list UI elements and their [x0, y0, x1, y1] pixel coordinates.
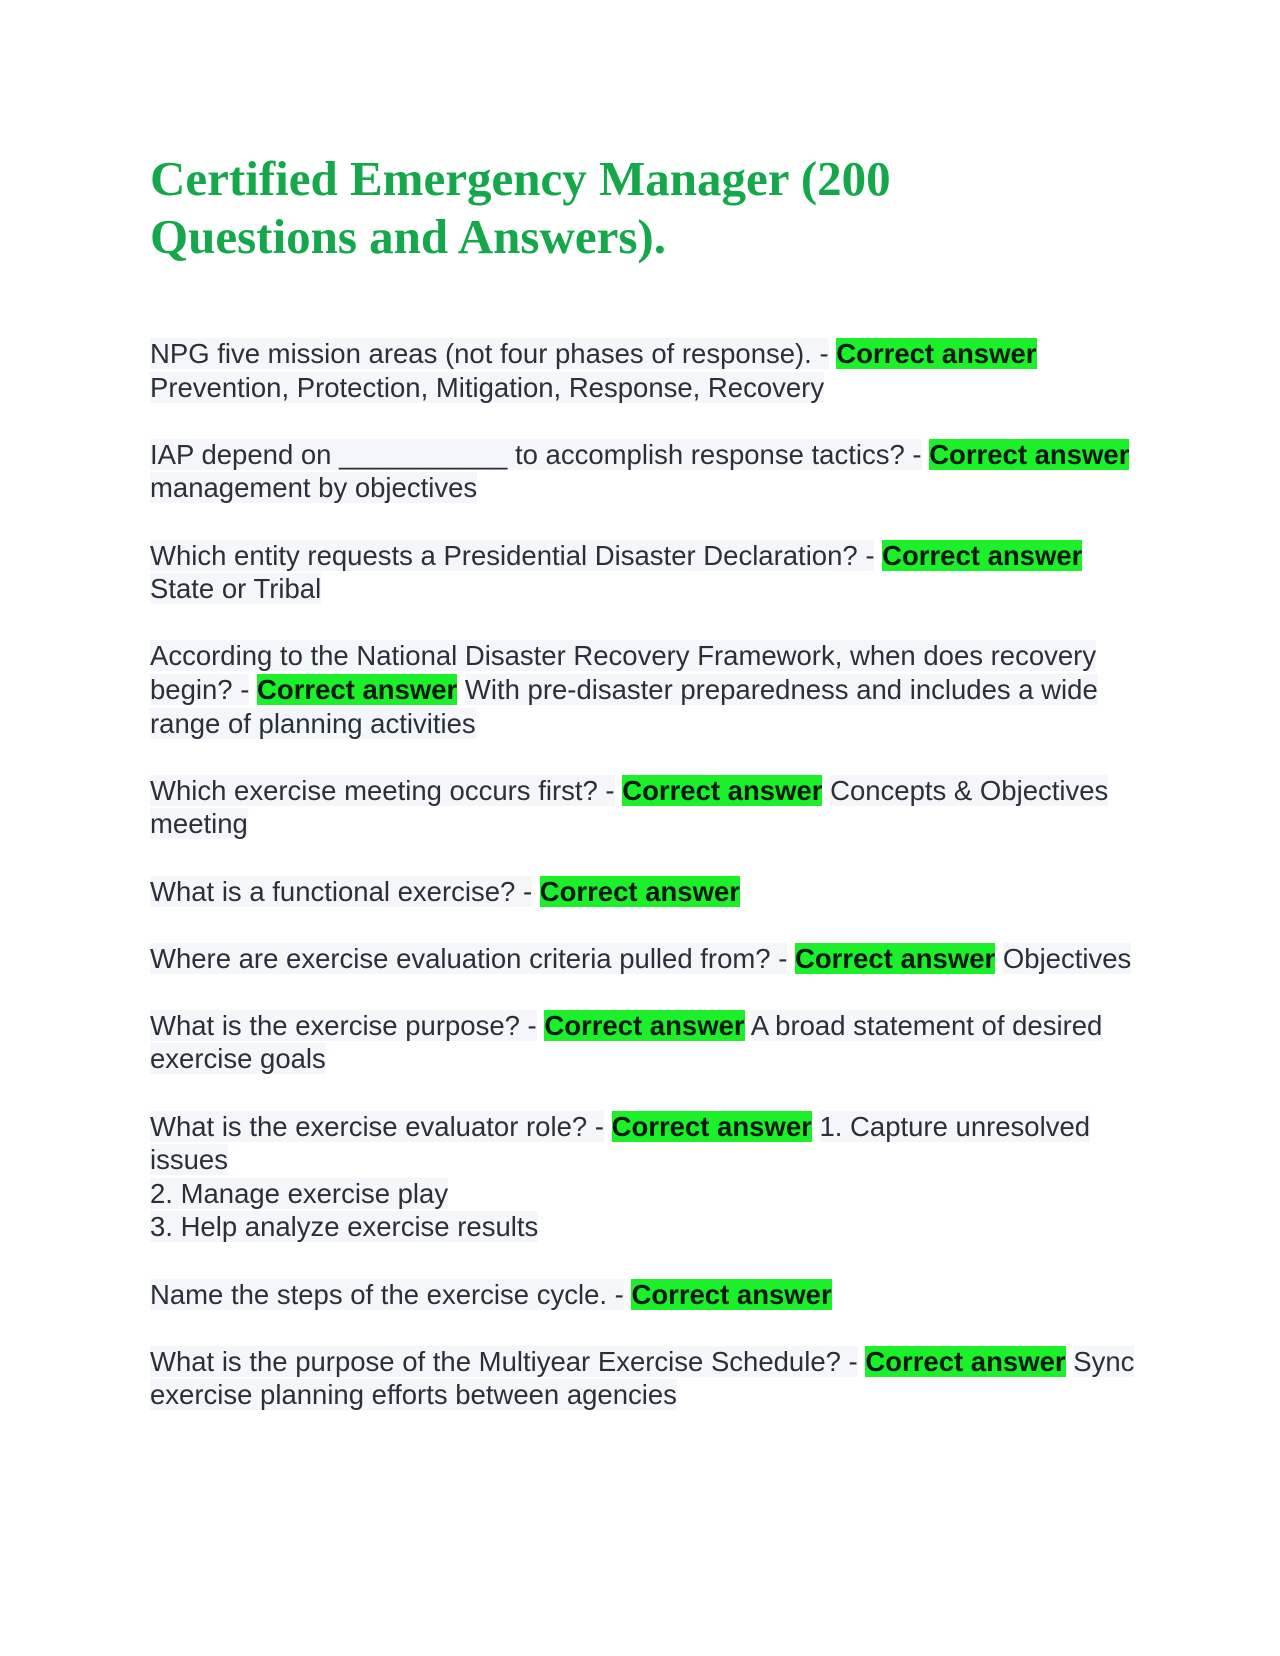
correct-answer-label: Correct answer	[795, 942, 996, 974]
correct-answer-label: Correct answer	[865, 1345, 1066, 1377]
answer-text: 1. Capture unresolved issues	[150, 1110, 1091, 1176]
question-text: Which exercise meeting occurs first? -	[150, 774, 615, 806]
correct-answer-label: Correct answer	[836, 338, 1037, 369]
answer-text: management by objectives	[150, 472, 478, 504]
question-text: Where are exercise evaluation criteria pulled from? -	[150, 942, 788, 974]
question-text: What is the exercise evaluator role? -	[150, 1110, 604, 1142]
correct-answer-label: Correct answer	[929, 438, 1130, 470]
question-text: IAP depend on ___________ to accomplish response tactics? -	[150, 438, 922, 470]
question-text: NPG five mission areas (not four phases of response). -	[150, 338, 829, 369]
answer-line: 2. Manage exercise play	[150, 1177, 449, 1209]
qa-item	[150, 1278, 1140, 1312]
qa-item	[150, 1009, 1140, 1076]
qa-item	[150, 942, 1140, 976]
qa-item	[150, 1345, 1140, 1412]
question-text: Name the steps of the exercise cycle. -	[150, 1278, 624, 1310]
answer-text: With pre-disaster preparedness and includes a wide range of planning activities	[150, 673, 1098, 739]
correct-answer-label: Correct answer	[611, 1110, 812, 1142]
answer-line: 3. Help analyze exercise results	[150, 1211, 539, 1243]
correct-answer-label: Correct answer	[631, 1278, 832, 1310]
question-text: What is the exercise purpose? -	[150, 1009, 537, 1041]
qa-list	[150, 337, 1140, 1412]
qa-item	[150, 774, 1140, 841]
answer-text: State or Tribal	[150, 573, 322, 605]
qa-item	[150, 438, 1140, 505]
qa-item	[150, 1110, 1140, 1244]
question-text: What is the purpose of the Multiyear Exercise Schedule? -	[150, 1345, 858, 1377]
document-page	[150, 0, 1140, 1446]
question-text: According to the National Disaster Recovery Framework, when does recovery begin? -	[150, 640, 1097, 705]
correct-answer-label: Correct answer	[539, 875, 740, 907]
answer-text: Sync exercise planning efforts between agencies	[150, 1345, 1135, 1411]
qa-item	[150, 337, 1140, 404]
correct-answer-label: Correct answer	[544, 1009, 745, 1041]
answer-text: Concepts & Objectives meeting	[150, 774, 1109, 840]
document-title: Certified Emergency Manager (200 Questions and Answers).	[150, 151, 891, 264]
answer-text: A broad statement of desired exercise goals	[150, 1009, 1103, 1075]
qa-item	[150, 875, 1140, 909]
question-text: What is a functional exercise? -	[150, 875, 533, 907]
qa-item	[150, 639, 1140, 740]
question-text: Which entity requests a Presidential Disaster Declaration? -	[150, 539, 875, 571]
answer-text: Objectives	[1002, 942, 1132, 974]
correct-answer-label: Correct answer	[622, 774, 823, 806]
correct-answer-label: Correct answer	[257, 673, 458, 705]
correct-answer-label: Correct answer	[882, 539, 1083, 571]
answer-text: Prevention, Protection, Mitigation, Response, Recovery	[150, 371, 825, 403]
qa-item	[150, 539, 1140, 606]
